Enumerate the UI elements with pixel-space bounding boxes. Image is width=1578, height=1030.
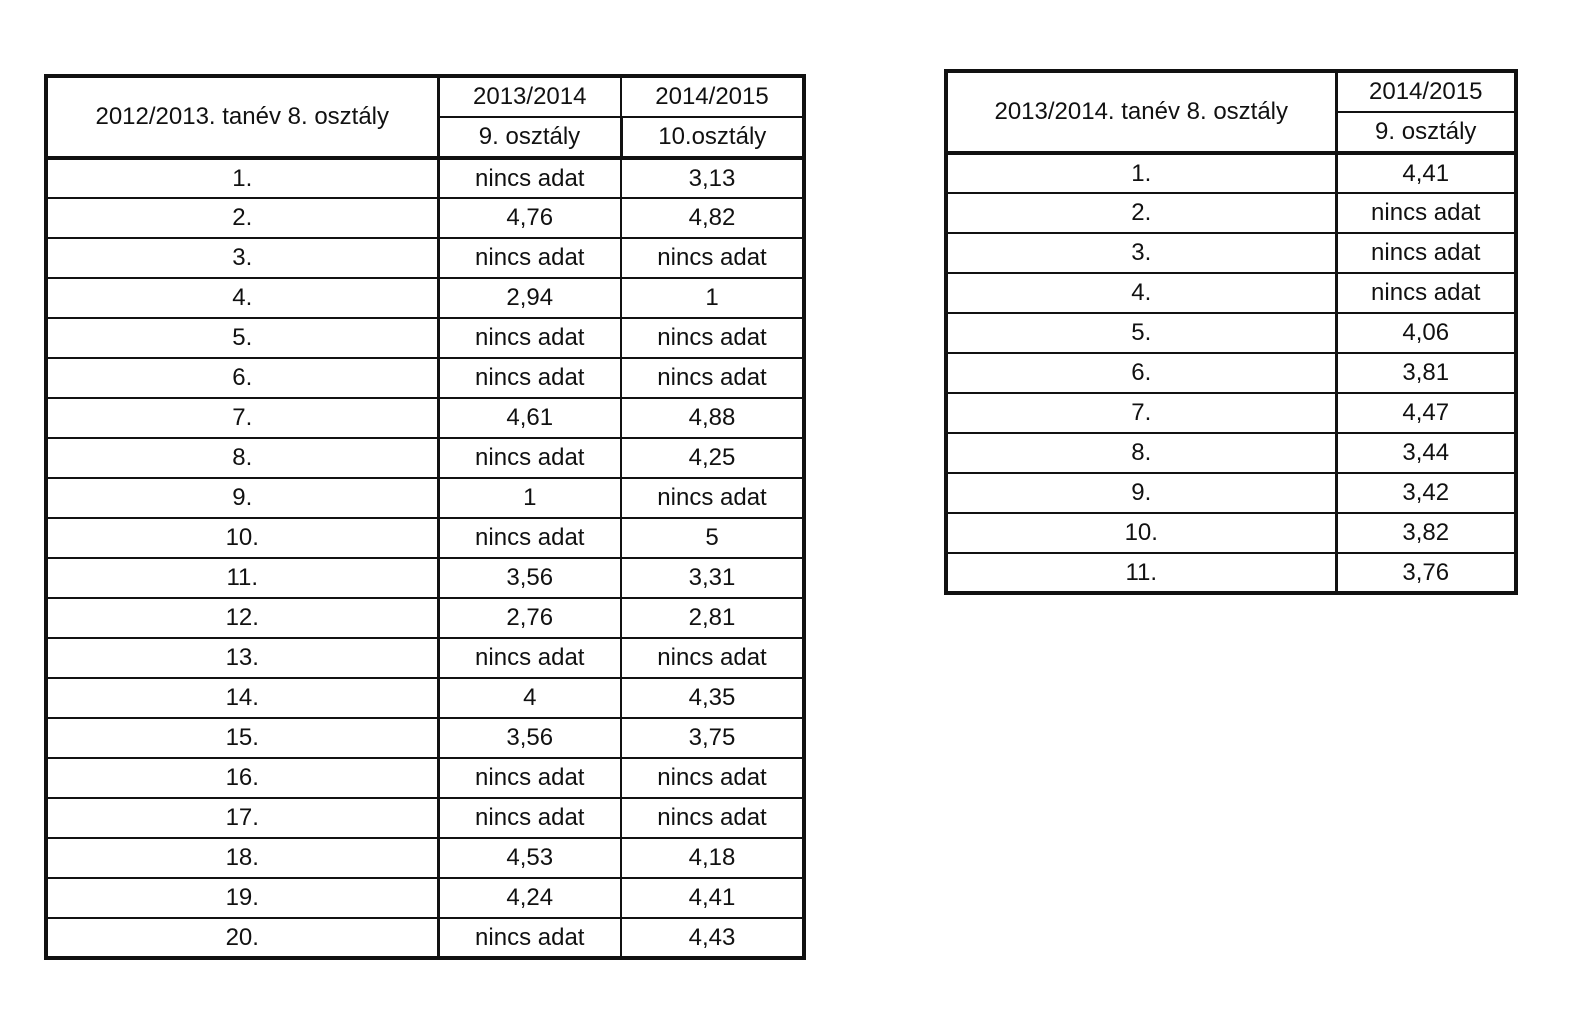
grade-cell: 4,61: [438, 398, 621, 438]
table-row: [46, 398, 804, 438]
grade-cell: 4,88: [621, 398, 804, 438]
row-number-cell: 5.: [46, 318, 438, 358]
table-row: [46, 278, 804, 318]
table-row: [46, 198, 804, 238]
grade-cell: nincs adat: [621, 318, 804, 358]
grades-table-2013-2014: [944, 69, 1518, 595]
table-row: [946, 353, 1516, 393]
grade-cell: nincs adat: [621, 798, 804, 838]
column-class-header: 10.osztály: [621, 117, 804, 158]
row-number-cell: 8.: [46, 438, 438, 478]
column-year-header: 2014/2015: [1336, 71, 1516, 112]
grade-cell: nincs adat: [438, 158, 621, 198]
grade-cell: 4,76: [438, 198, 621, 238]
row-number-cell: 5.: [946, 313, 1336, 353]
grade-cell: nincs adat: [438, 318, 621, 358]
table-row: [946, 273, 1516, 313]
row-number-cell: 11.: [946, 553, 1336, 593]
column-year-header: 2013/2014: [438, 76, 621, 117]
grade-cell: 3,75: [621, 718, 804, 758]
grade-cell: 2,76: [438, 598, 621, 638]
row-number-cell: 7.: [46, 398, 438, 438]
grade-cell: 4,53: [438, 838, 621, 878]
grade-cell: 4,82: [621, 198, 804, 238]
grade-cell: 3,56: [438, 718, 621, 758]
row-number-cell: 17.: [46, 798, 438, 838]
table-title: 2013/2014. tanév 8. osztály: [946, 71, 1336, 153]
grade-cell: nincs adat: [438, 518, 621, 558]
row-number-cell: 2.: [46, 198, 438, 238]
table-row: [46, 718, 804, 758]
table-row: [946, 193, 1516, 233]
row-number-cell: 4.: [946, 273, 1336, 313]
row-number-cell: 1.: [46, 158, 438, 198]
row-number-cell: 7.: [946, 393, 1336, 433]
row-number-cell: 18.: [46, 838, 438, 878]
table-row: [46, 918, 804, 958]
row-number-cell: 12.: [46, 598, 438, 638]
table-row: [46, 838, 804, 878]
row-number-cell: 2.: [946, 193, 1336, 233]
row-number-cell: 15.: [46, 718, 438, 758]
row-number-cell: 13.: [46, 638, 438, 678]
table-row: [46, 598, 804, 638]
grade-cell: 2,94: [438, 278, 621, 318]
grade-cell: nincs adat: [621, 358, 804, 398]
grade-cell: nincs adat: [438, 638, 621, 678]
grade-cell: 4,18: [621, 838, 804, 878]
table-row: [946, 433, 1516, 473]
grade-cell: 4,25: [621, 438, 804, 478]
table-row: [46, 478, 804, 518]
row-number-cell: 14.: [46, 678, 438, 718]
table-row: [946, 233, 1516, 273]
table-row: [46, 678, 804, 718]
grade-cell: 4,24: [438, 878, 621, 918]
grade-cell: 4: [438, 678, 621, 718]
grade-cell: 4,06: [1336, 313, 1516, 353]
grade-cell: 4,41: [621, 878, 804, 918]
grade-cell: 3,44: [1336, 433, 1516, 473]
grade-cell: nincs adat: [438, 238, 621, 278]
table-row: [46, 518, 804, 558]
grade-cell: 4,47: [1336, 393, 1516, 433]
table-row: [946, 473, 1516, 513]
column-class-header: 9. osztály: [438, 117, 621, 158]
row-number-cell: 1.: [946, 153, 1336, 193]
grade-cell: nincs adat: [621, 238, 804, 278]
row-number-cell: 9.: [46, 478, 438, 518]
grade-cell: nincs adat: [621, 638, 804, 678]
table-row: [46, 558, 804, 598]
table-row: [946, 153, 1516, 193]
grade-cell: nincs adat: [438, 438, 621, 478]
table-title: 2012/2013. tanév 8. osztály: [46, 76, 438, 158]
table-row: [46, 638, 804, 678]
row-number-cell: 11.: [46, 558, 438, 598]
row-number-cell: 16.: [46, 758, 438, 798]
column-class-header: 9. osztály: [1336, 112, 1516, 153]
table-row: [46, 798, 804, 838]
row-number-cell: 3.: [46, 238, 438, 278]
grade-cell: 5: [621, 518, 804, 558]
grade-cell: 3,13: [621, 158, 804, 198]
row-number-cell: 6.: [946, 353, 1336, 393]
table-row: [46, 758, 804, 798]
grade-cell: 3,76: [1336, 553, 1516, 593]
table-row: [946, 513, 1516, 553]
grade-cell: 3,82: [1336, 513, 1516, 553]
grade-cell: 2,81: [621, 598, 804, 638]
table-row: [46, 318, 804, 358]
grade-cell: 3,42: [1336, 473, 1516, 513]
table-row: [46, 238, 804, 278]
grade-cell: 4,43: [621, 918, 804, 958]
grade-cell: 4,35: [621, 678, 804, 718]
row-number-cell: 10.: [946, 513, 1336, 553]
grade-cell: nincs adat: [1336, 273, 1516, 313]
row-number-cell: 20.: [46, 918, 438, 958]
grade-cell: 1: [621, 278, 804, 318]
grades-table-2012-2013: [44, 74, 806, 960]
table-row: [46, 358, 804, 398]
grade-cell: nincs adat: [1336, 193, 1516, 233]
table-row: [46, 438, 804, 478]
grade-cell: nincs adat: [438, 798, 621, 838]
grade-cell: 1: [438, 478, 621, 518]
grade-cell: nincs adat: [621, 758, 804, 798]
row-number-cell: 9.: [946, 473, 1336, 513]
grade-cell: nincs adat: [438, 758, 621, 798]
row-number-cell: 19.: [46, 878, 438, 918]
grade-cell: 3,31: [621, 558, 804, 598]
row-number-cell: 10.: [46, 518, 438, 558]
grade-cell: 4,41: [1336, 153, 1516, 193]
table-row: [46, 878, 804, 918]
table-row: [946, 313, 1516, 353]
column-year-header: 2014/2015: [621, 76, 804, 117]
row-number-cell: 3.: [946, 233, 1336, 273]
table-row: [46, 158, 804, 198]
grade-cell: 3,81: [1336, 353, 1516, 393]
grade-cell: nincs adat: [621, 478, 804, 518]
row-number-cell: 6.: [46, 358, 438, 398]
grade-cell: 3,56: [438, 558, 621, 598]
row-number-cell: 4.: [46, 278, 438, 318]
row-number-cell: 8.: [946, 433, 1336, 473]
grade-cell: nincs adat: [438, 918, 621, 958]
table-row: [946, 393, 1516, 433]
grade-cell: nincs adat: [1336, 233, 1516, 273]
grade-cell: nincs adat: [438, 358, 621, 398]
table-row: [946, 553, 1516, 593]
